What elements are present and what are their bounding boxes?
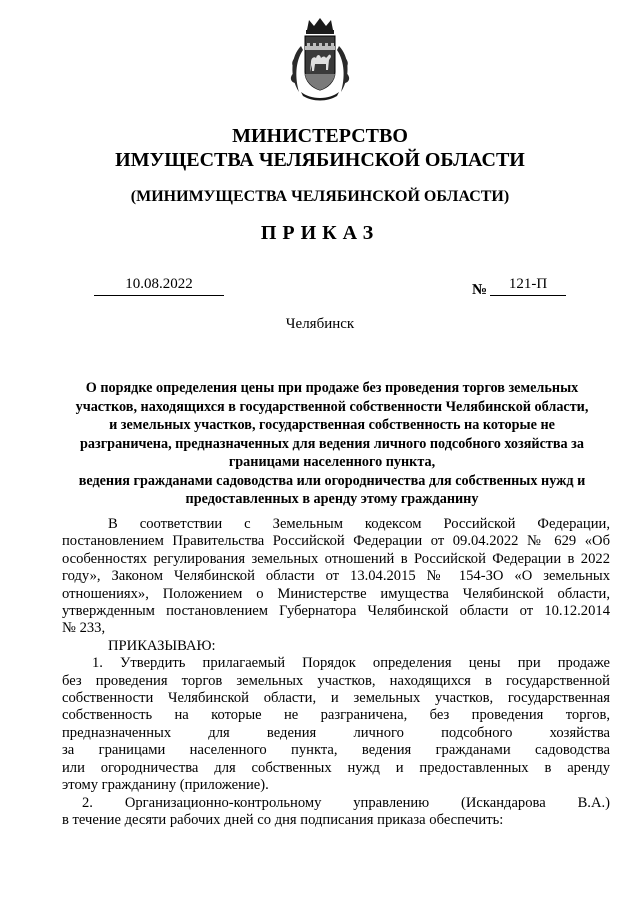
heading-line: ведения гражданами садоводства или огородничества для собственных нужд и: [78, 472, 586, 489]
text-line: постановлением Правительства Российской Федерации от 09.04.2022 № 629 «Об: [62, 533, 610, 550]
text-line: году», Законом Челябинской области от 13.04.2015 № 154-ЗО «О земельных: [62, 568, 610, 585]
text-line: 1. Утвердить прилагаемый Порядок определения цены при продаже: [92, 655, 610, 672]
heading-line: предоставленных в аренду этому гражданину: [185, 491, 479, 507]
ministry-short-name: (МИНИМУЩЕСТВА ЧЕЛЯБИНСКОЙ ОБЛАСТИ): [130, 188, 510, 205]
order-number: 121-П: [490, 276, 566, 296]
text-line: особенностях регулирования земельных отношений в Российской Федерации в 2022: [62, 550, 610, 567]
number-sign: №: [472, 282, 488, 298]
chelyabinsk-coat-of-arms-icon: [287, 16, 353, 102]
ministry-name: [0, 124, 640, 172]
heading-line: и земельных участков, государственная собственность на которые не: [109, 417, 555, 433]
text-line: отношениях», Положением о Министерстве имущества Челябинской области,: [62, 585, 610, 602]
ministry-line-1: МИНИСТЕРСТВО: [232, 125, 408, 147]
text-line: или огородничества для собственных нужд и предоставленных в аренду: [62, 759, 610, 776]
text-line: В соответствии с Земельным кодексом Российской Федерации,: [108, 516, 610, 532]
text-line: 2. Организационно-контрольному управлению (Искандарова В.А.): [82, 794, 610, 811]
text-line: утвержденным постановлением Губернатора Челябинской области от 10.12.2014: [62, 603, 610, 620]
text-line: предназначенных для ведения личного подсобного хозяйства: [62, 724, 610, 741]
text-line: собственности Челябинской области, и земельных участков, государственная: [62, 690, 610, 707]
document-heading: [48, 379, 616, 509]
text-line: без проведения торгов земельных участков, находящихся в государственной: [62, 672, 610, 689]
heading-line: границами населенного пункта,: [228, 454, 436, 470]
text-line: № 233,: [62, 620, 106, 637]
heading-line: участков, находящихся в государственной собственности Челябинской области,: [75, 398, 589, 415]
item-2-paragraph: [62, 795, 610, 830]
document-body: [62, 516, 610, 829]
text-line: за границами населенного пункта, ведения гражданами садоводства: [62, 742, 610, 759]
text-line: этому гражданину (приложение).: [62, 777, 269, 794]
heading-line: разграничена, предназначенных для ведения личного подсобного хозяйства за: [80, 435, 584, 452]
text-line: в течение десяти рабочих дней со дня подписания приказа обеспечить:: [62, 811, 504, 828]
document-type-title: ПРИКАЗ: [260, 222, 380, 244]
heading-line: О порядке определения цены при продаже без проведения торгов земельных: [85, 380, 579, 396]
ministry-line-2: ИМУЩЕСТВА ЧЕЛЯБИНСКОЙ ОБЛАСТИ: [115, 149, 525, 171]
city-name: Челябинск: [285, 316, 355, 332]
order-date: 10.08.2022: [94, 276, 224, 296]
preamble-paragraph: [62, 516, 610, 638]
text-line: собственность на которые не разграничена, без проведения торгов,: [62, 707, 610, 724]
item-1-paragraph: [62, 655, 610, 794]
order-keyword: ПРИКАЗЫВАЮ:: [108, 637, 216, 654]
